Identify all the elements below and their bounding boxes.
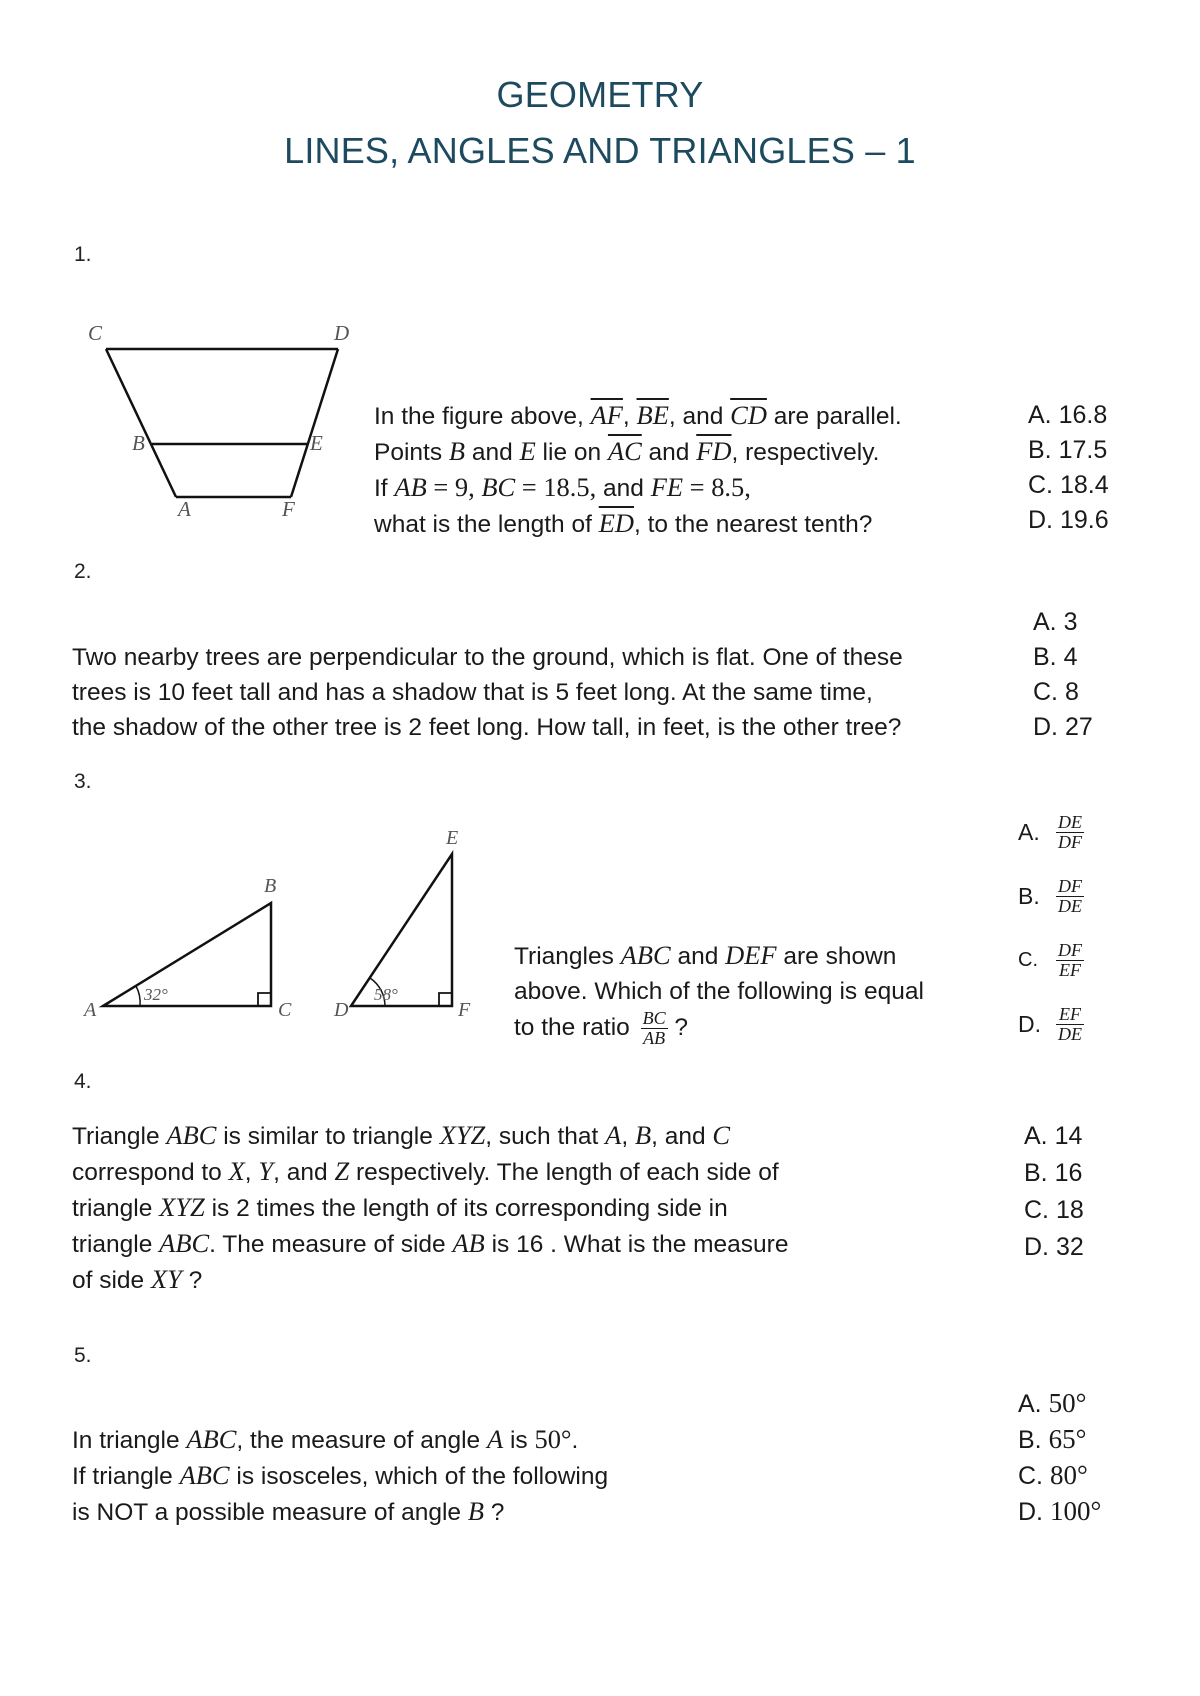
q1-choice-c[interactable]: C. 18.4 [1028, 471, 1109, 499]
q1-trapezoid-figure [78, 320, 368, 530]
q2-choice-a[interactable]: A. 3 [1033, 608, 1078, 636]
q3-angle-d-value: 58° [374, 985, 398, 1004]
q3-stem-line-2: above. Which of the following is equal [514, 978, 924, 1005]
page-subtitle: LINES, ANGLES AND TRIANGLES – 1 [284, 130, 916, 171]
question-number-2: 2. [74, 560, 92, 583]
q1-stem-line-4: what is the length of $\overline{ED}$, to the nearest tenth? [374, 508, 873, 538]
q3-choice-b[interactable]: B. $\frac{DF}{DE}$ [1018, 875, 1082, 916]
q3-choice-a[interactable]: A. $\frac{DE}{DF}$ [1018, 811, 1082, 852]
q3-triangle-abc [103, 903, 271, 1006]
q1-choice-d[interactable]: D. 19.6 [1028, 506, 1109, 534]
q2-choice-b[interactable]: B. 4 [1033, 643, 1078, 671]
q5-stem-line-1: In triangle ABC, the measure of angle A is 50°. [72, 1424, 579, 1454]
q3-label-b: B [264, 875, 277, 897]
q3-triangle-def [351, 854, 452, 1006]
q1-label-b: B [132, 431, 145, 455]
q5-stem [72, 1422, 608, 1530]
question-number-1: 1. [74, 243, 92, 266]
q1-segment-ca [106, 349, 176, 497]
q3-label-f: F [458, 999, 471, 1020]
q5-stem-line-2: If triangle ABC is isosceles, which of the following [72, 1460, 609, 1490]
q1-label-e: E [310, 431, 323, 455]
q2-stem-line-2: trees is 10 feet tall and has a shadow that is 5 feet long. At the same time, [72, 679, 873, 706]
q1-stem-line-1: In the figure above, $\overline{AF}$, $\overline{BE}$, and $\overline{CD}$ are parallel. [374, 400, 902, 430]
q3-angle-a-value: 32° [144, 985, 168, 1004]
q2-stem [72, 640, 903, 745]
q4-stem-line-4: triangle ABC. The measure of side AB is 16 . What is the measure [72, 1228, 789, 1258]
page-title: GEOMETRY [496, 74, 704, 115]
question-number-4: 4. [74, 1070, 92, 1093]
q1-label-a: A [178, 497, 191, 521]
q4-stem [72, 1118, 788, 1298]
q1-choice-b[interactable]: B. 17.5 [1028, 436, 1108, 464]
q3-triangles-figure [78, 820, 478, 1020]
q1-stem-line-2: Points B and E lie on $\overline{AC}$ and $\overline{FD}$, respectively. [374, 436, 880, 466]
q2-stem-line-1: Two nearby trees are perpendicular to the ground, which is flat. One of these [72, 644, 903, 671]
q4-choice-a[interactable]: A. 14 [1024, 1122, 1083, 1150]
q3-choice-d[interactable]: D. $\frac{EF}{DE}$ [1018, 1003, 1082, 1044]
q3-stem [514, 938, 924, 1048]
q4-stem-line-1: Triangle ABC is similar to triangle XYZ, such that A, B, and C [72, 1120, 731, 1150]
q4-stem-line-5: of side XY ? [72, 1264, 203, 1294]
q3-stem-line-3: to the ratio $\frac{BC}{AB}$ ? [514, 1008, 689, 1048]
q2-choices [1033, 605, 1093, 745]
q1-stem-line-3: If AB = 9, BC = 18.5, and FE = 8.5, [374, 472, 751, 502]
q4-stem-line-2: correspond to X, Y, and Z respectively. The length of each side of [72, 1156, 779, 1186]
q5-choice-d[interactable]: D. 100° [1018, 1496, 1102, 1526]
q3-angle-arc-a [136, 986, 140, 1006]
q3-label-d: D [334, 999, 349, 1020]
q1-choices [1028, 398, 1109, 538]
q5-choice-a[interactable]: A. 50° [1018, 1388, 1087, 1418]
q5-choices [1018, 1386, 1101, 1530]
q1-label-c: C [88, 321, 103, 345]
q1-label-d: D [334, 321, 350, 345]
q5-choice-c[interactable]: C. 80° [1018, 1460, 1088, 1490]
question-number-5: 5. [74, 1344, 92, 1367]
q4-choices [1024, 1118, 1084, 1266]
q4-choice-d[interactable]: D. 32 [1024, 1233, 1084, 1261]
q3-ratio-fraction: $\frac{BC}{AB}$ [642, 1008, 666, 1048]
q2-choice-d[interactable]: D. 27 [1033, 713, 1093, 741]
q3-stem-line-1: Triangles ABC and DEF are shown [514, 940, 897, 970]
q3-label-c: C [278, 999, 292, 1020]
q4-choice-c[interactable]: C. 18 [1024, 1196, 1084, 1224]
q1-segment-df [291, 349, 338, 497]
question-number-3: 3. [74, 770, 92, 793]
q3-right-angle-c [258, 993, 271, 1006]
q4-stem-line-3: triangle XYZ is 2 times the length of its corresponding side in [72, 1192, 728, 1222]
q3-label-a: A [84, 999, 97, 1020]
q4-choice-b[interactable]: B. 16 [1024, 1159, 1083, 1187]
q5-choice-b[interactable]: B. 65° [1018, 1424, 1087, 1454]
q1-stem [374, 398, 902, 542]
q1-label-f: F [282, 497, 295, 521]
q1-choice-a[interactable]: A. 16.8 [1028, 401, 1108, 429]
q5-stem-line-3: is NOT a possible measure of angle B ? [72, 1496, 505, 1526]
q3-choice-c[interactable]: C. $\frac{DF}{EF}$ [1018, 939, 1082, 980]
q3-right-angle-f [439, 993, 452, 1006]
q2-choice-c[interactable]: C. 8 [1033, 678, 1079, 706]
q3-choices [1018, 800, 1084, 1056]
q3-label-e: E [446, 827, 459, 849]
q2-stem-line-3: the shadow of the other tree is 2 feet long. How tall, in feet, is the other tree? [72, 714, 902, 741]
